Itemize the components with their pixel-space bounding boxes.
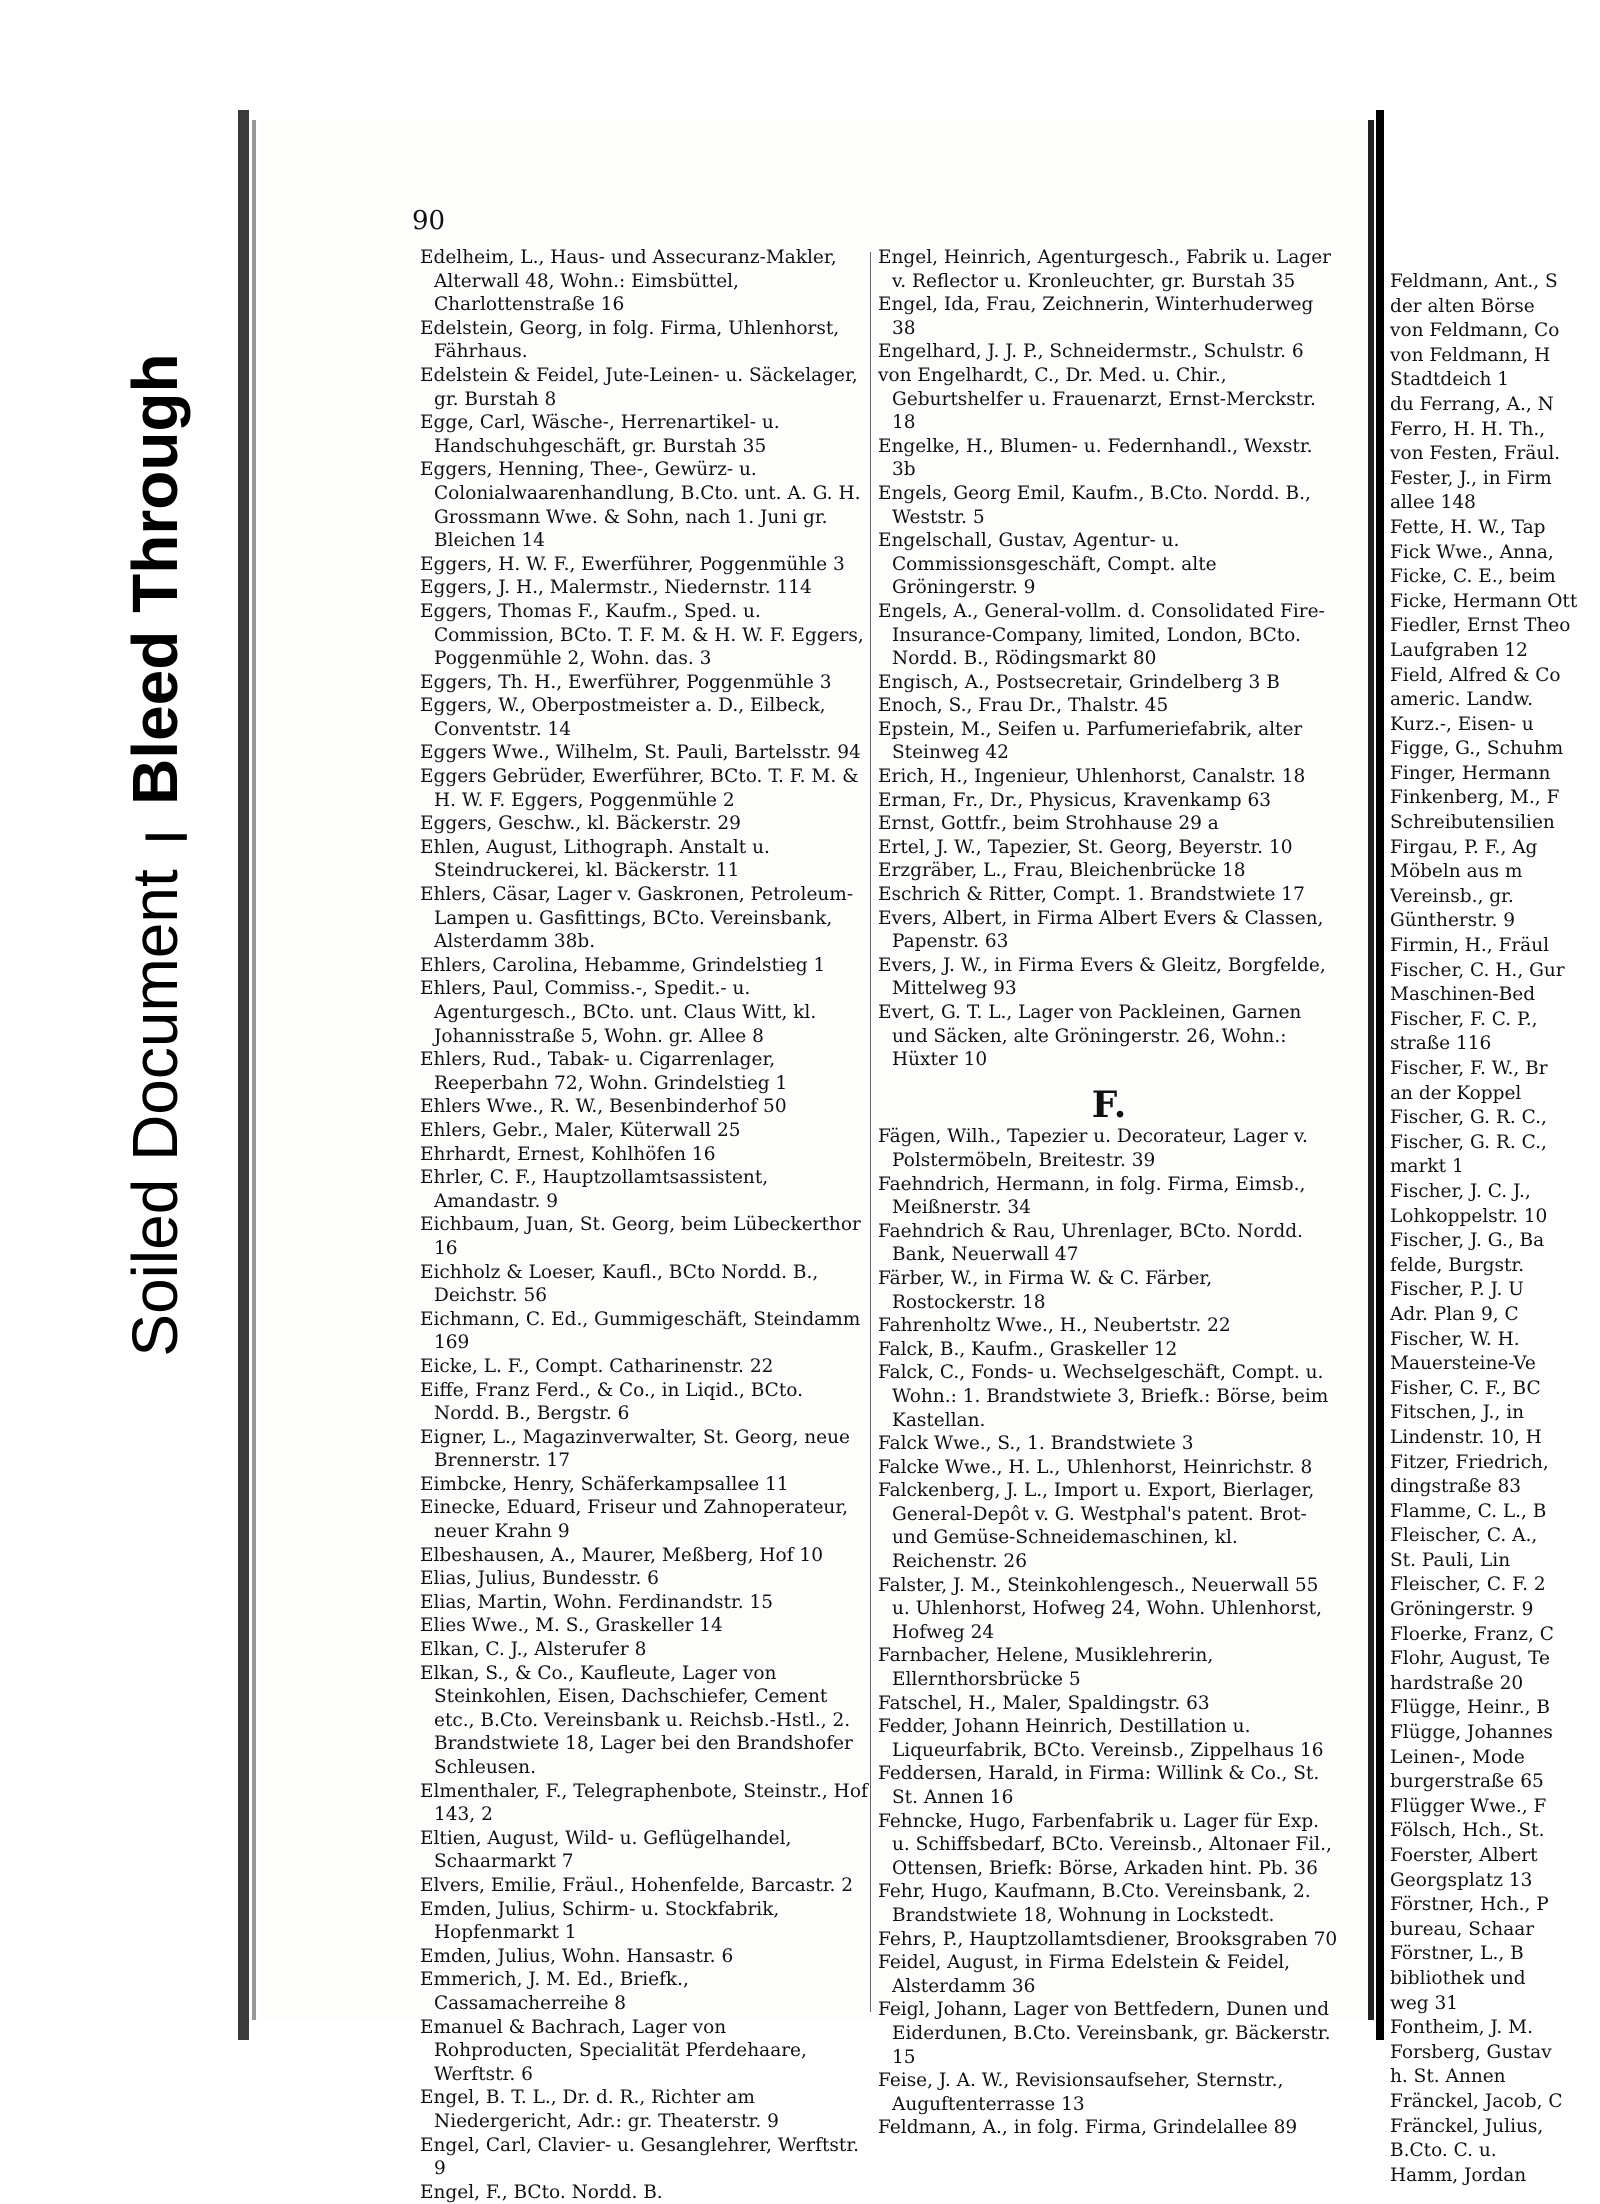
directory-entry: Fitschen, J., in <box>1390 1402 1525 1424</box>
directory-entry: Ehrhardt, Ernest, Kohlhöfen 16 <box>420 1143 716 1165</box>
directory-entry: Eggers, J. H., Malermstr., Niedernstr. 114 <box>420 577 812 599</box>
directory-entry: Feigl, Johann, Lager von Bettfedern, Dunen und Eiderdunen, B.Cto. Vereinsbank, gr. Bäckerstr. 15 <box>878 1999 1331 2068</box>
directory-entry: Ehlen, August, Lithograph. Anstalt u. Steindruckerei, kl. Bäckerstr. 11 <box>420 836 770 882</box>
directory-entry: Förstner, L., B <box>1390 1943 1524 1965</box>
directory-entry: Finger, Hermann <box>1390 762 1551 784</box>
directory-entry: h. St. Annen <box>1390 2066 1506 2088</box>
directory-entry: Flügge, Heinr., B <box>1390 1697 1551 1719</box>
directory-entry: Ehlers, Carolina, Hebamme, Grindelstieg 1 <box>420 954 826 976</box>
directory-entry: Evers, Albert, in Firma Albert Evers & Classen, Papenstr. 63 <box>878 907 1324 953</box>
directory-entry: Falck, B., Kaufm., Graskeller 12 <box>878 1338 1178 1360</box>
directory-entry: Ferro, H. H. Th., <box>1390 418 1546 440</box>
directory-entry: Flohr, August, Te <box>1390 1648 1550 1670</box>
directory-column-right <box>878 246 1340 2140</box>
directory-entry: Ehlers Wwe., R. W., Besenbinderhof 50 <box>420 1096 787 1118</box>
directory-entry: Evert, G. T. L., Lager von Packleinen, Garnen und Säcken, alte Gröningerstr. 26, Wohn.: Hüxter 10 <box>878 1002 1302 1071</box>
directory-entry: Fränckel, Julius, <box>1390 2115 1544 2137</box>
directory-entry: Eiffe, Franz Ferd., & Co., in Liqid., BCto. Nordd. B., Bergstr. 6 <box>420 1379 803 1425</box>
directory-entry: Georgsplatz 13 <box>1390 1869 1533 1891</box>
directory-entry: Elkan, C. J., Alsterufer 8 <box>420 1639 647 1661</box>
directory-entry: Fischer, J. C. J., <box>1390 1180 1531 1202</box>
stamp-bleed-text: Bleed Through <box>119 353 191 805</box>
directory-entry: Firmin, H., Fräul <box>1390 935 1550 957</box>
directory-entry: Leinen-, Mode <box>1390 1746 1525 1768</box>
directory-entry: Lohkoppelstr. 10 <box>1390 1205 1548 1227</box>
directory-entry: Erman, Fr., Dr., Physicus, Kravenkamp 63 <box>878 789 1271 811</box>
directory-entry: Falcke Wwe., H. L., Uhlenhorst, Heinrichstr. 8 <box>878 1456 1313 1478</box>
directory-entry: americ. Landw. <box>1390 689 1533 711</box>
directory-entry: Engels, A., General-vollm. d. Consolidated Fire-Insurance-Company, limited, London, BCto. Nordd. B., Rödingsmarkt 80 <box>878 600 1325 670</box>
directory-entry: von Engelhardt, C., Dr. Med. u. Chir., Geburtshelfer u. Frauenarzt, Ernst-Merckstr. 18 <box>878 364 1316 434</box>
directory-entry: Figge, G., Schuhm <box>1390 738 1564 760</box>
directory-entry: Eschrich & Ritter, Compt. 1. Brandstwiete 17 <box>878 884 1305 906</box>
directory-entry: Feise, J. A. W., Revisionsaufseher, Sternstr., Auguftenterrasse 13 <box>878 2070 1284 2115</box>
directory-entry: St. Pauli, Lin <box>1390 1549 1511 1571</box>
directory-entry: Lindenstr. 10, H <box>1390 1426 1542 1448</box>
directory-entry: Fette, H. W., Tap <box>1390 516 1546 538</box>
directory-entry: Güntherstr. 9 <box>1390 910 1516 932</box>
directory-entry: Fölsch, Hch., St. <box>1390 1820 1545 1842</box>
directory-entry: Fischer, F. C. P., <box>1390 1008 1538 1030</box>
directory-entry: Fischer, P. J. U <box>1390 1279 1524 1301</box>
directory-entry: Fisher, C. F., BC <box>1390 1377 1541 1399</box>
directory-entry: an der Koppel <box>1390 1082 1522 1104</box>
directory-entry: Fischer, C. H., Gur <box>1390 959 1565 981</box>
directory-entry: Fick Wwe., Anna, <box>1390 541 1554 563</box>
directory-entry: Fischer, W. H. <box>1390 1328 1520 1350</box>
book-spine-shadow <box>252 120 256 2020</box>
directory-entry: Erich, H., Ingenieur, Uhlenhorst, Canalstr. 18 <box>878 766 1306 788</box>
directory-entry: dingstraße 83 <box>1390 1476 1522 1498</box>
directory-entry: von Festen, Fräul. <box>1390 443 1561 465</box>
directory-entry: Foerster, Albert <box>1390 1845 1538 1866</box>
directory-entry: Stadtdeich 1 <box>1390 369 1510 391</box>
directory-entry: Färber, W., in Firma W. & C. Färber, Rostockerstr. 18 <box>878 1267 1213 1313</box>
directory-entry: Ehlers, Paul, Commiss.-, Spedit.- u. Agenturgesch., BCto. unt. Claus Witt, kl. Johannisstraße 5, Wohn. gr. Allee 8 <box>420 978 817 1047</box>
directory-entry: Fahrenholtz Wwe., H., Neubertstr. 22 <box>878 1315 1231 1337</box>
directory-entry: Erzgräber, L., Frau, Bleichenbrücke 18 <box>878 860 1246 882</box>
directory-entry: Falck Wwe., S., 1. Brandstwiete 3 <box>878 1433 1194 1455</box>
directory-entry: Eimbcke, Henry, Schäferkampsallee 11 <box>420 1473 789 1495</box>
directory-entry: Ertel, J. W., Tapezier, St. Georg, Beyerstr. 10 <box>878 836 1293 858</box>
directory-entry: Faehndrich, Hermann, in folg. Firma, Eimsb., Meißnerstr. 34 <box>878 1173 1306 1219</box>
directory-entry: Engel, Ida, Frau, Zeichnerin, Winterhuderweg 38 <box>878 294 1314 339</box>
directory-entry: Fehr, Hugo, Kaufmann, B.Cto. Vereinsbank, 2. Brandstwiete 18, Wohnung in Lockstedt. <box>878 1881 1311 1926</box>
directory-entry: Eltien, August, Wild- u. Geflügelhandel, Schaarmarkt 7 <box>420 1827 792 1873</box>
directory-entry: Hamm, Jordan <box>1390 2164 1527 2186</box>
directory-entry: Emmerich, J. M. Ed., Briefk., Cassamacherreihe 8 <box>420 1969 689 2014</box>
directory-entry: Fischer, G. R. C., <box>1390 1131 1547 1153</box>
directory-column-left <box>420 246 868 2204</box>
directory-entry: Eichholz & Loeser, Kaufl., BCto Nordd. B., Deichstr. 56 <box>420 1261 819 1307</box>
directory-entry: Ehlers, Rud., Tabak- u. Cigarrenlager, Reeperbahn 72, Wohn. Grindelstieg 1 <box>420 1049 788 1094</box>
directory-entry: Ficke, Hermann Ott <box>1390 590 1578 612</box>
directory-entry: Evers, J. W., in Firma Evers & Gleitz, Borgfelde, Mittelweg 93 <box>878 954 1326 1000</box>
directory-entry: Eggers, H. W. F., Ewerführer, Poggenmühle 3 <box>420 553 845 575</box>
directory-entry: Einecke, Eduard, Friseur und Zahnoperateur, neuer Krahn 9 <box>420 1497 849 1543</box>
directory-entry: Eggers, Geschw., kl. Bäckerstr. 29 <box>420 813 741 835</box>
directory-entry: B.Cto. C. u. <box>1390 2140 1497 2162</box>
directory-entry: Farnbacher, Helene, Musiklehrerin, Ellernthorsbrücke 5 <box>878 1645 1214 1691</box>
directory-entry: Fränckel, Jacob, C <box>1390 2090 1563 2112</box>
directory-entry: Engel, B. T. L., Dr. d. R., Richter am Niedergericht, Adr.: gr. Theaterstr. 9 <box>420 2087 779 2132</box>
directory-entry: Field, Alfred & Co <box>1390 664 1561 686</box>
directory-entry: Vereinsb., gr. <box>1390 885 1514 907</box>
directory-entry: Falckenberg, J. L., Import u. Export, Bierlager, General-Depôt v. G. Westphal's patent. Brot- und Gemüse-Schneidemaschinen, kl. Reichenstr. 26 <box>878 1480 1315 1573</box>
directory-entry: Möbeln aus m <box>1390 861 1523 883</box>
directory-entry: Schreibutensilien <box>1390 812 1555 834</box>
directory-entry: markt 1 <box>1390 1156 1464 1178</box>
directory-entry: Kurz.-, Eisen- u <box>1390 713 1534 735</box>
directory-entry: Falster, J. M., Steinkohlengesch., Neuerwall 55 u. Uhlenhorst, Hofweg 24, Wohn. Uhlenhorst, Hofweg 24 <box>878 1574 1322 1643</box>
directory-entry: Fleischer, C. F. 2 <box>1390 1574 1546 1596</box>
directory-entry: Feddersen, Harald, in Firma: Willink & Co., St. St. Annen 16 <box>878 1763 1320 1808</box>
directory-entry: Engels, Georg Emil, Kaufm., B.Cto. Nordd. B., Weststr. 5 <box>878 482 1311 528</box>
directory-entry: Egge, Carl, Wäsche-, Herrenartikel- u. Handschuhgeschäft, gr. Burstah 35 <box>420 412 780 457</box>
next-page-column <box>1390 270 1600 2188</box>
directory-entry: Eigner, L., Magazinverwalter, St. Georg, neue Brennerstr. 17 <box>420 1426 850 1472</box>
directory-entry: Elias, Julius, Bundesstr. 6 <box>420 1568 659 1590</box>
directory-entry: Engel, F., BCto. Nordd. B. <box>420 2181 663 2203</box>
directory-entry: Elkan, S., & Co., Kaufleute, Lager von Steinkohlen, Eisen, Dachschiefer, Cement etc., B.Cto. Vereinsbank u. Reichsb.-Hstl., 2. Brandstwiete 18, Lager bei den Brandshofer Schleusen. <box>420 1662 853 1778</box>
directory-entry: Engelhard, J. J. P., Schneidermstr., Schulstr. 6 <box>878 341 1304 363</box>
directory-entry: Eichmann, C. Ed., Gummigeschäft, Steindamm 169 <box>420 1308 861 1354</box>
directory-entry: Emden, Julius, Schirm- u. Stockfabrik, Hopfenmarkt 1 <box>420 1898 780 1944</box>
book-spine-edge <box>238 110 249 2040</box>
directory-entry: Fatschel, H., Maler, Spaldingstr. 63 <box>878 1692 1210 1714</box>
directory-entry: Edelstein, Georg, in folg. Firma, Uhlenhorst, Fährhaus. <box>420 317 840 363</box>
directory-entry: Engel, Heinrich, Agenturgesch., Fabrik u. Lager v. Reflector u. Kronleuchter, gr. Burstah 35 <box>878 247 1331 292</box>
directory-entry: Eggers, Thomas F., Kaufm., Sped. u. Commission, BCto. T. F. M. & H. W. F. Eggers, Poggenmühle 2, Wohn. das. 3 <box>420 600 864 670</box>
directory-entry: Elias, Martin, Wohn. Ferdinandstr. 15 <box>420 1591 774 1613</box>
directory-entry: von Feldmann, Co <box>1390 320 1560 342</box>
directory-entry: Ernst, Gottfr., beim Strohhause 29 a <box>878 813 1219 835</box>
directory-entry: Elbeshausen, A., Maurer, Meßberg, Hof 10 <box>420 1544 823 1566</box>
directory-entry: Fontheim, J. M. <box>1390 2017 1533 2039</box>
directory-entry: Enoch, S., Frau Dr., Thalstr. 45 <box>878 695 1169 717</box>
directory-entry: Floerke, Franz, C <box>1390 1623 1554 1645</box>
column-right-bottom-entries <box>878 1125 1340 2140</box>
directory-entry: Engisch, A., Postsecretair, Grindelberg 3 B <box>878 671 1280 693</box>
directory-entry: Flügge, Johannes <box>1390 1722 1553 1744</box>
directory-entry: Fischer, J. G., Ba <box>1390 1230 1545 1252</box>
directory-entry: Laufgraben 12 <box>1390 639 1528 661</box>
directory-entry: Fester, J., in Firm <box>1390 467 1552 489</box>
directory-entry: Ehlers, Cäsar, Lager v. Gaskronen, Petroleum-Lampen u. Gasfittings, BCto. Vereinsbank, Alsterdamm 38b. <box>420 884 854 953</box>
directory-entry: Eichbaum, Juan, St. Georg, beim Lübeckerthor 16 <box>420 1214 861 1259</box>
directory-entry: Fedder, Johann Heinrich, Destillation u. Liqueurfabrik, BCto. Vereinsb., Zippelhaus 16 <box>878 1716 1324 1761</box>
column-right-top-entries <box>878 246 1340 1072</box>
directory-entry: Finkenberg, M., F <box>1390 787 1560 809</box>
directory-entry: Emanuel & Bachrach, Lager von Rohproducten, Specialität Pferdehaare, Werftstr. 6 <box>420 2016 807 2085</box>
directory-entry: Förstner, Hch., P <box>1390 1894 1549 1916</box>
directory-entry: Fleischer, C. A., <box>1390 1525 1538 1547</box>
section-letter-heading: F. <box>1091 1083 1127 1126</box>
directory-entry: Elies Wwe., M. S., Graskeller 14 <box>420 1615 723 1637</box>
directory-entry: Eggers, Th. H., Ewerführer, Poggenmühle 3 <box>420 671 832 693</box>
directory-entry: allee 148 <box>1390 492 1476 514</box>
directory-entry: weg 31 <box>1390 1992 1459 2014</box>
directory-entry: Fehncke, Hugo, Farbenfabrik u. Lager für Exp. u. Schiffsbedarf, BCto. Vereinsb., Altonaer Fil., Ottensen, Briefk: Börse, Arkaden hint. Pb. 36 <box>878 1810 1332 1879</box>
directory-entry: Eggers Wwe., Wilhelm, St. Pauli, Bartelsstr. 94 <box>420 742 861 764</box>
directory-entry: bureau, Schaar <box>1390 1918 1535 1940</box>
directory-entry: Fägen, Wilh., Tapezier u. Decorateur, Lager v. Polstermöbeln, Breitestr. 39 <box>878 1126 1308 1171</box>
directory-entry: Ficke, C. E., beim <box>1390 566 1556 588</box>
directory-entry: Adr. Plan 9, C <box>1390 1303 1519 1325</box>
page-gutter <box>1376 110 1384 2040</box>
directory-entry: straße 116 <box>1390 1033 1492 1055</box>
directory-entry: Engelke, H., Blumen- u. Federnhandl., Wexstr. 3b <box>878 435 1313 481</box>
page-number: 90 <box>412 206 446 236</box>
directory-entry: Fischer, G. R. C., <box>1390 1107 1547 1129</box>
directory-entry: felde, Burgstr. <box>1390 1254 1525 1276</box>
directory-entry: Maschinen-Bed <box>1390 984 1536 1006</box>
directory-entry: du Ferrang, A., N <box>1390 393 1554 415</box>
directory-entry: Feidel, August, in Firma Edelstein & Feidel, Alsterdamm 36 <box>878 1952 1291 1997</box>
directory-entry: Forsberg, Gustav <box>1390 2041 1552 2063</box>
directory-entry: Elvers, Emilie, Fräul., Hohenfelde, Barcastr. 2 <box>420 1874 854 1896</box>
directory-entry: Elmenthaler, F., Telegraphenbote, Steinstr., Hof 143, 2 <box>420 1780 868 1826</box>
directory-entry: Flamme, C. L., B <box>1390 1500 1547 1522</box>
directory-entry: Engel, Carl, Clavier- u. Gesanglehrer, Werftstr. 9 <box>420 2134 860 2180</box>
stamp-separator: | <box>138 830 187 844</box>
directory-entry: der alten Börse <box>1390 295 1535 317</box>
soiled-document-stamp <box>96 190 214 1520</box>
directory-entry: Eggers, Henning, Thee-, Gewürz- u. Colonialwaarenhandlung, B.Cto. unt. A. G. H. Grossmann Wwe. & Sohn, nach 1. Juni gr. Bleichen 14 <box>420 459 861 552</box>
directory-entry: Engelschall, Gustav, Agentur- u. Commissionsgeschäft, Compt. alte Gröningerstr. 9 <box>878 530 1217 599</box>
directory-entry: Epstein, M., Seifen u. Parfumeriefabrik, alter Steinweg 42 <box>878 718 1303 764</box>
directory-entry: Faehndrich & Rau, Uhrenlager, BCto. Nordd. Bank, Neuerwall 47 <box>878 1220 1303 1266</box>
directory-entry: Eggers, W., Oberpostmeister a. D., Eilbeck, Conventstr. 14 <box>420 695 826 740</box>
directory-entry: von Feldmann, H <box>1390 344 1551 366</box>
directory-entry: Eicke, L. F., Compt. Catharinenstr. 22 <box>420 1355 774 1377</box>
directory-entry: Edelheim, L., Haus- und Assecuranz-Makler, Alterwall 48, Wohn.: Eimsbüttel, Charlottenstraße 16 <box>420 247 837 316</box>
directory-entry: Fischer, F. W., Br <box>1390 1058 1548 1079</box>
directory-entry: Mauersteine-Ve <box>1390 1353 1536 1375</box>
directory-entry: Fehrs, P., Hauptzollamtsdiener, Brooksgraben 70 <box>878 1928 1338 1950</box>
directory-entry: Ehrler, C. F., Hauptzollamtsassistent, Amandastr. 9 <box>420 1167 769 1212</box>
directory-entry: Feldmann, A., in folg. Firma, Grindelallee 89 <box>878 2117 1298 2139</box>
directory-entry: Gröningerstr. 9 <box>1390 1599 1534 1621</box>
directory-entry: Feldmann, Ant., S <box>1390 271 1558 292</box>
stamp-soiled-text: Soiled Document <box>119 869 191 1357</box>
directory-entry: Eggers Gebrüder, Ewerführer, BCto. T. F. M. & H. W. F. Eggers, Poggenmühle 2 <box>420 766 859 811</box>
directory-entry: Falck, C., Fonds- u. Wechselgeschäft, Compt. u. Wohn.: 1. Brandstwiete 3, Briefk.: Börse, beim Kastellan. <box>878 1362 1329 1431</box>
directory-entry: bibliothek und <box>1390 1967 1526 1989</box>
directory-entry: Ehlers, Gebr., Maler, Küterwall 25 <box>420 1119 741 1141</box>
directory-entry: Edelstein & Feidel, Jute-Leinen- u. Säckelager, gr. Burstah 8 <box>420 364 858 410</box>
directory-entry: Fiedler, Ernst Theo <box>1390 615 1571 637</box>
directory-entry: burgerstraße 65 <box>1390 1771 1544 1793</box>
column-divider <box>870 252 871 2012</box>
directory-entry: hardstraße 20 <box>1390 1672 1524 1694</box>
directory-entry: Firgau, P. F., Ag <box>1390 836 1538 858</box>
directory-entry: Flügger Wwe., F <box>1390 1795 1547 1817</box>
directory-entry: Fitzer, Friedrich, <box>1390 1451 1549 1473</box>
directory-entry: Emden, Julius, Wohn. Hansastr. 6 <box>420 1945 734 1967</box>
